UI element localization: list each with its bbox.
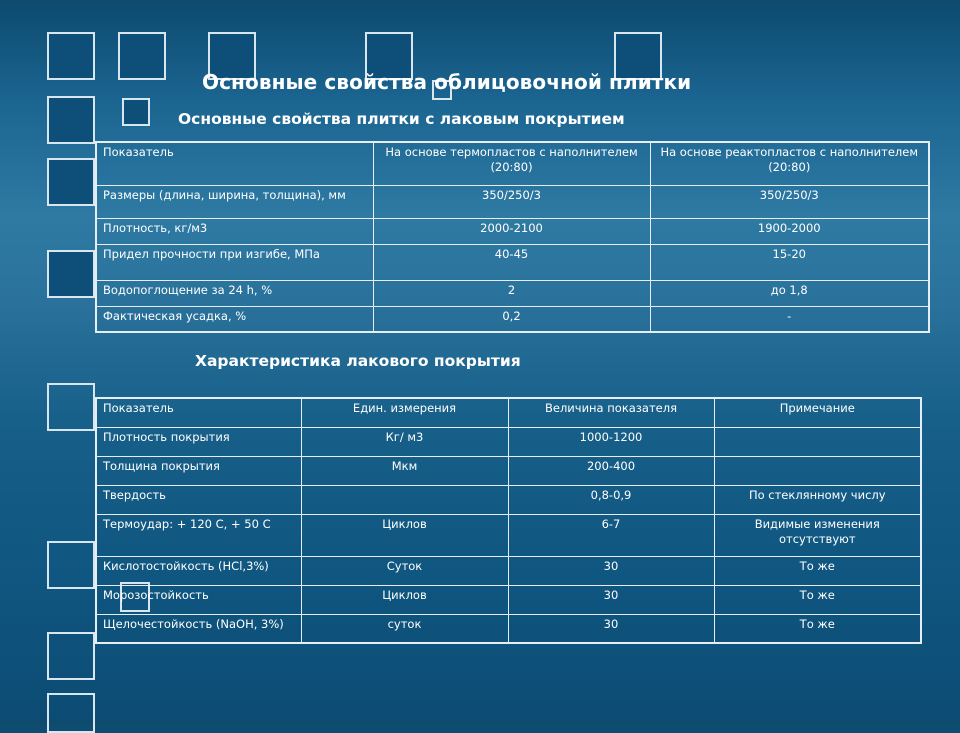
table-cell: 200-400 xyxy=(508,456,714,485)
table-row xyxy=(96,218,929,244)
decorative-square xyxy=(47,383,95,431)
table-cell: Фактическая усадка, % xyxy=(96,306,373,332)
table-cell: То же xyxy=(714,556,921,585)
table-header-cell: Показатель xyxy=(96,142,373,185)
decorative-square xyxy=(47,96,95,144)
table-cell: То же xyxy=(714,585,921,614)
table-cell: Мкм xyxy=(301,456,508,485)
table-cell: Плотность покрытия xyxy=(96,427,301,456)
section-title-coating: Характеристика лакового покрытия xyxy=(195,352,521,370)
table-row xyxy=(96,456,921,485)
table-cell: 15-20 xyxy=(650,244,929,280)
table-header-cell: Примечание xyxy=(714,398,921,427)
table-cell: 30 xyxy=(508,556,714,585)
table-cell: 2 xyxy=(373,280,650,306)
table-cell: Размеры (длина, ширина, толщина), мм xyxy=(96,185,373,218)
table-cell: Кислотостойкость (HCl,3%) xyxy=(96,556,301,585)
table-cell: 1900-2000 xyxy=(650,218,929,244)
table-cell: - xyxy=(650,306,929,332)
table-header-row xyxy=(96,398,921,427)
table-cell: Щелочестойкость (NaOH, 3%) xyxy=(96,614,301,643)
table-header-cell: Един. измерения xyxy=(301,398,508,427)
table-cell: Толщина покрытия xyxy=(96,456,301,485)
table-cell: Видимые изменения отсутствуют xyxy=(714,514,921,556)
table-cell: 0,2 xyxy=(373,306,650,332)
table-cell: Водопоглощение за 24 h, % xyxy=(96,280,373,306)
table-cell: Кг/ м3 xyxy=(301,427,508,456)
table-cell: Суток xyxy=(301,556,508,585)
table-row xyxy=(96,514,921,556)
table-cell: 30 xyxy=(508,614,714,643)
section-title-tile-properties: Основные свойства плитки с лаковым покрытием xyxy=(178,110,625,128)
coating-properties-table xyxy=(95,397,922,644)
table-cell: Плотность, кг/м3 xyxy=(96,218,373,244)
table-row xyxy=(96,280,929,306)
decorative-square xyxy=(47,632,95,680)
table-cell: 1000-1200 xyxy=(508,427,714,456)
table-cell: Придел прочности при изгибе, МПа xyxy=(96,244,373,280)
decorative-square xyxy=(122,98,150,126)
table-cell xyxy=(301,485,508,514)
table-header-row xyxy=(96,142,929,185)
decorative-square xyxy=(47,693,95,733)
table-cell: 6-7 xyxy=(508,514,714,556)
table-cell xyxy=(714,456,921,485)
table-cell: Циклов xyxy=(301,514,508,556)
table-cell: Твердость xyxy=(96,485,301,514)
table-row xyxy=(96,427,921,456)
table-row xyxy=(96,244,929,280)
decorative-square xyxy=(47,541,95,589)
table-cell: 30 xyxy=(508,585,714,614)
table-cell: 40-45 xyxy=(373,244,650,280)
table-cell: По стеклянному числу xyxy=(714,485,921,514)
table-header-cell: Величина показателя xyxy=(508,398,714,427)
table-cell: Морозостойкость xyxy=(96,585,301,614)
table-cell: суток xyxy=(301,614,508,643)
table-cell: То же xyxy=(714,614,921,643)
table-row xyxy=(96,614,921,643)
table-cell: 2000-2100 xyxy=(373,218,650,244)
decorative-square xyxy=(118,32,166,80)
table-cell: 350/250/3 xyxy=(650,185,929,218)
decorative-square xyxy=(47,32,95,80)
table-row xyxy=(96,185,929,218)
page-title: Основные свойства облицовочной плитки xyxy=(202,70,692,94)
table-header-cell: Показатель xyxy=(96,398,301,427)
table-row xyxy=(96,585,921,614)
table-cell: до 1,8 xyxy=(650,280,929,306)
tile-properties-table xyxy=(95,141,930,333)
table-cell: 350/250/3 xyxy=(373,185,650,218)
table-header-cell: На основе термопластов с наполнителем (20:80) xyxy=(373,142,650,185)
table-cell: Термоудар: + 120 С, + 50 С xyxy=(96,514,301,556)
table-cell: 0,8-0,9 xyxy=(508,485,714,514)
table-cell xyxy=(714,427,921,456)
decorative-square xyxy=(47,250,95,298)
table-row xyxy=(96,556,921,585)
table-cell: Циклов xyxy=(301,585,508,614)
table-row xyxy=(96,485,921,514)
decorative-square xyxy=(47,158,95,206)
table-row xyxy=(96,306,929,332)
table-header-cell: На основе реактопластов с наполнителем (20:80) xyxy=(650,142,929,185)
